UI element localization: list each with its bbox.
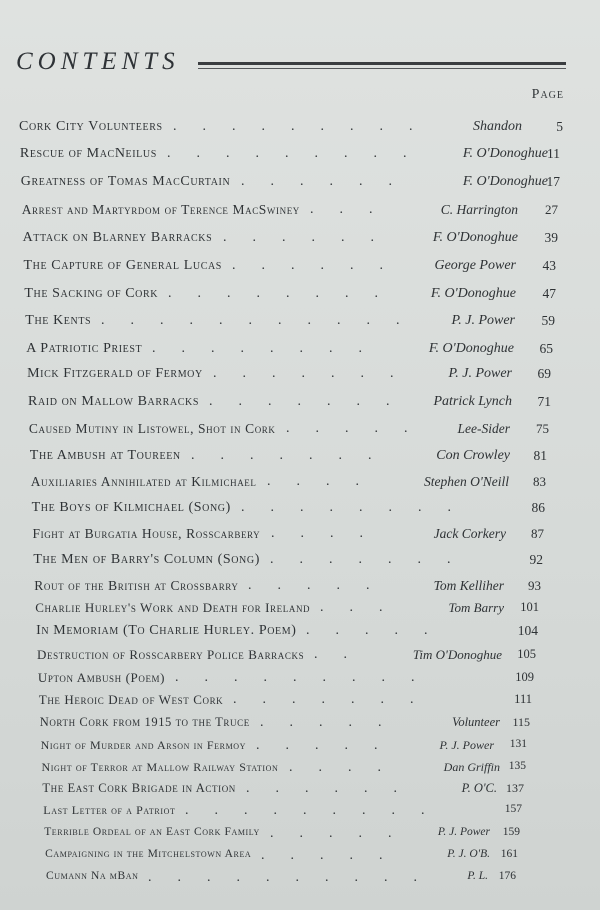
entry-author: Tom Kelliher [433,578,504,593]
entry-title: Caused Mutiny in Listowel, Shot in Cork [28,421,276,436]
entry-title: The Men of Barry's Column (Song) [33,552,260,567]
entry-page-number: 81 [533,448,547,463]
entry-page-number: 105 [517,647,536,661]
entry-author: P. J. Power [437,826,490,838]
entry-author: Tim O'Donoghue [412,647,502,662]
entry-title: The Heroic Dead of West Cork [38,692,224,707]
leader-dots: .... [289,760,407,775]
contents-entry [0,600,600,624]
leader-dots: ......... [175,670,441,685]
entry-title: Rescue of MacNeilus [19,146,157,161]
entry-author: Tom Barry [448,600,504,615]
entry-page-number: 104 [517,623,538,638]
contents-entry [0,826,600,850]
contents-entry [0,500,600,524]
entry-title: Attack on Blarney Barracks [22,230,213,245]
entry-page-number: 71 [537,394,551,409]
entry-page-number: 159 [502,826,520,838]
leader-dots: ...... [241,174,418,189]
entry-page-number: 93 [528,578,541,593]
entry-author: F. O'Donoghue [462,146,548,161]
contents-entry [0,715,600,739]
entry-author: Con Crowley [436,448,510,463]
leader-dots: .... [267,474,385,489]
contents-entry [0,526,600,550]
leader-dots: ..... [260,715,408,730]
leader-dots: .... [271,526,389,541]
leader-dots: ....... [191,448,398,463]
entry-title: The Capture of General Lucas [23,258,222,273]
entry-page-number: 109 [515,670,534,684]
entry-author: Lee-Sider [457,421,510,436]
leader-dots: ........ [168,286,404,301]
leader-dots: ....... [233,692,440,707]
entry-page-number: 135 [508,760,526,772]
contents-entry [0,394,600,418]
contents-entry [0,313,600,337]
leader-dots: ....... [270,552,477,567]
entry-title: In Memoriam (To Charlie Hurley. Poem) [36,623,297,638]
leader-dots: ..... [306,623,454,638]
page-column-label: Page [531,87,564,102]
leader-dots: ...... [246,781,423,796]
leader-dots: ......... [185,803,451,818]
contents-entry [0,146,600,170]
entry-title: Campaigning in the Mitchelstown Area [45,848,252,860]
entry-page-number: 87 [531,526,544,541]
entry-title: Rout of the British at Crossbarry [34,578,239,593]
leader-dots: .......... [148,870,443,885]
contents-entry [0,578,600,602]
entry-page-number: 39 [544,230,558,245]
entry-page-number: 176 [498,870,516,882]
page-title: CONTENTS [16,48,180,75]
entry-title: Greatness of Tomas MacCurtain [20,174,231,189]
entry-author: P. J. Power [448,366,512,381]
contents-entry [0,258,600,282]
contents-entry [0,692,600,716]
entry-title: North Cork from 1915 to the Truce [39,715,250,729]
entry-title: Night of Terror at Mallow Railway Station [41,760,279,774]
leader-dots: ........ [241,500,477,515]
entry-page-number: 47 [542,286,556,301]
entry-author: P. J. O'B. [447,848,490,860]
entry-page-number: 59 [541,313,555,328]
entry-title: Cork City Volunteers [19,119,163,134]
leader-dots: ...... [232,258,409,273]
entry-author: P. J. Power [439,738,494,752]
entry-page-number: 86 [531,500,545,515]
entry-page-number: 137 [506,781,524,795]
entry-author: Stephen O'Neill [424,474,509,489]
entry-author: P. J. Power [451,313,515,328]
entry-author: George Power [434,258,516,273]
entry-title: Arrest and Martyrdom of Terence MacSwiney [21,202,300,217]
entry-page-number: 27 [545,202,558,217]
entry-page-number: 11 [547,146,560,161]
leader-dots: ........ [152,341,388,356]
entry-page-number: 83 [533,474,546,489]
leader-dots: ....... [213,366,420,381]
contents-entry [0,230,600,254]
entry-page-number: 157 [504,803,522,815]
contents-entry [0,366,600,390]
contents-entry [0,670,600,694]
leader-dots: ......... [173,119,439,134]
contents-entry [0,341,600,365]
entry-title: The East Cork Brigade in Action [42,781,236,795]
leader-dots: ....... [209,394,416,409]
contents-entry [0,448,600,472]
entry-author: F. O'Donoghue [428,341,514,356]
contents-entry [0,623,600,647]
contents-entry [0,552,600,576]
entry-title: The Boys of Kilmichael (Song) [31,500,231,515]
entry-title: Fight at Burgatia House, Rosscarbery [32,526,261,541]
entry-title: A Patriotic Priest [26,341,143,356]
contents-entry [0,781,600,805]
entry-title: Auxiliaries Annihilated at Kilmichael [30,474,257,489]
contents-entry [0,474,600,498]
entry-page-number: 69 [537,366,551,381]
leader-dots: .. [314,647,373,662]
leader-dots: ... [310,202,399,217]
entry-page-number: 75 [536,421,549,436]
entry-page-number: 5 [556,119,563,134]
entry-title: The Kents [25,313,92,328]
entry-title: Upton Ambush (Poem) [37,670,166,685]
entry-page-number: 65 [539,341,553,356]
entry-author: P. O'C. [461,781,497,795]
leader-dots: ..... [286,421,434,436]
contents-entry [0,286,600,310]
entry-title: Last Letter of a Patriot [43,803,176,817]
entry-author: Volunteer [452,715,500,729]
entry-page-number: 111 [514,692,532,706]
contents-entry [0,870,600,894]
entry-author: Patrick Lynch [433,394,512,409]
entry-author: F. O'Donoghue [462,174,548,189]
entry-title: Raid on Mallow Barracks [28,394,199,409]
contents-entry [0,647,600,671]
entry-author: Jack Corkery [433,526,506,541]
entry-title: Mick Fitzgerald of Fermoy [27,366,203,381]
contents-entry [0,803,600,827]
entry-page-number: 101 [520,600,539,614]
leader-dots: ..... [248,578,396,593]
entry-title: Terrible Ordeal of an East Cork Family [44,826,260,838]
entry-page-number: 17 [546,174,560,189]
entry-author: F. O'Donoghue [432,230,518,245]
contents-entry [0,119,600,143]
entry-title: Charlie Hurley's Work and Death for Ireland [35,600,311,615]
entry-title: Cumann Na mBan [46,870,139,882]
entry-author: C. Harrington [440,202,518,217]
contents-entry [0,421,600,445]
entry-page-number: 161 [500,848,518,860]
leader-dots: ... [320,600,409,615]
leader-dots: ...... [223,230,400,245]
entry-author: Dan Griffin [443,760,500,774]
leader-dots: ..... [270,826,418,841]
entry-title: The Sacking of Cork [24,286,159,301]
entry-title: Night of Murder and Arson in Fermoy [40,738,247,752]
contents-entry [0,848,600,872]
entry-page-number: 92 [529,552,543,567]
entry-author: Shandon [473,119,522,134]
entry-title: Destruction of Rosscarbery Police Barracks [37,647,305,662]
leader-dots: ........... [101,313,426,328]
entry-page-number: 131 [509,738,527,750]
entry-title: The Ambush at Toureen [29,448,181,463]
contents-entry [0,738,600,762]
entry-author: F. O'Donoghue [430,286,516,301]
entry-author: P. L. [467,870,488,882]
leader-dots: ..... [256,738,404,753]
contents-entry [0,174,600,198]
contents-entry [0,202,600,226]
entry-page-number: 115 [512,715,530,729]
leader-dots: ......... [167,146,433,161]
leader-dots: ..... [261,848,409,863]
entry-page-number: 43 [542,258,556,273]
